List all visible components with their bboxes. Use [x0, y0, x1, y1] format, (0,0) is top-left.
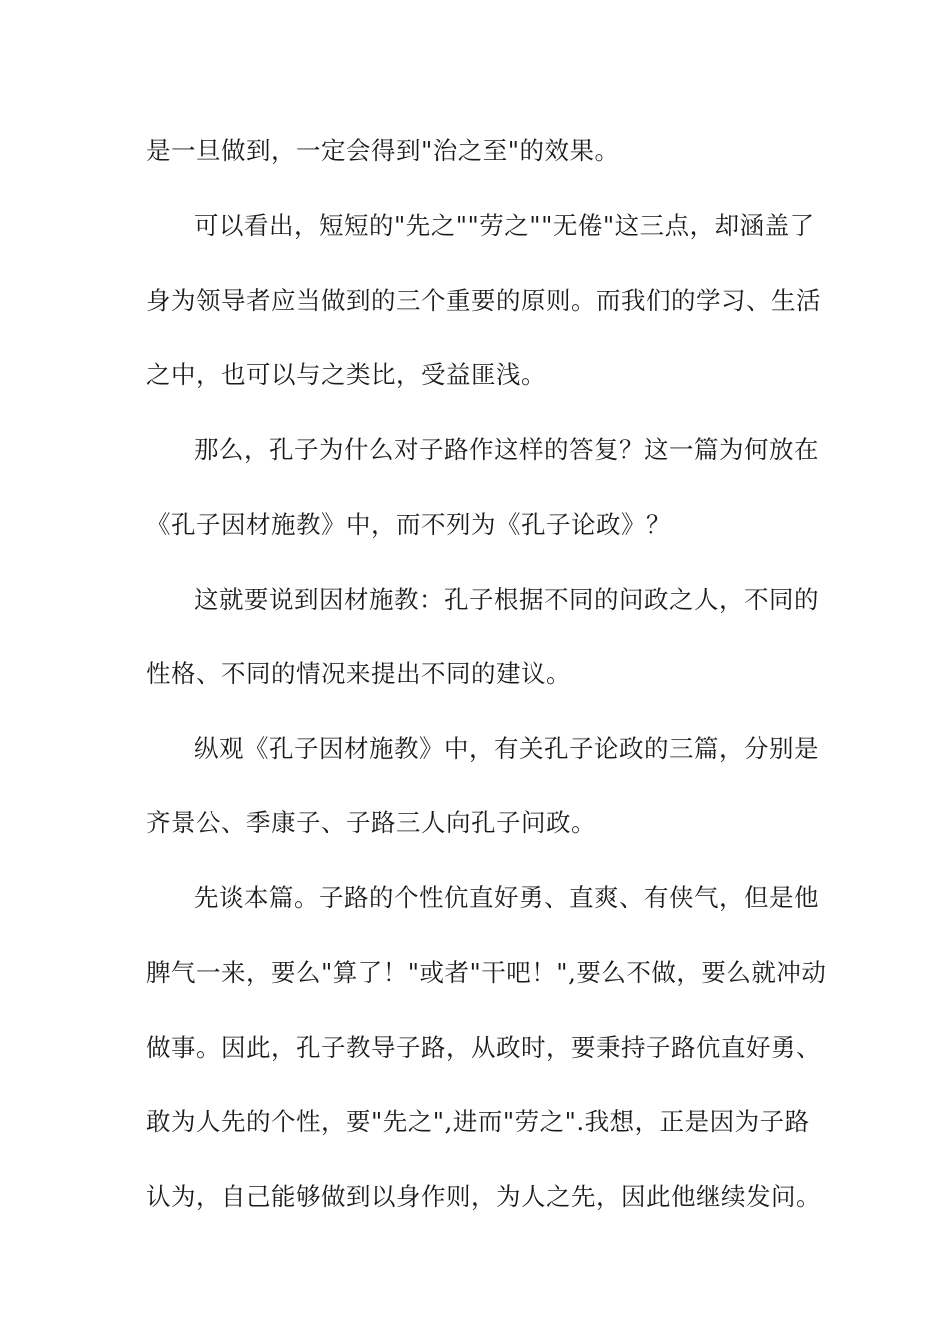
text-line-3: 身为领导者应当做到的三个重要的原则。而我们的学习、生活: [146, 286, 821, 315]
text-line-1: 是一旦做到，一定会得到"治之至"的效果。: [146, 136, 620, 165]
text-line-4: 之中，也可以与之类比，受益匪浅。: [146, 360, 546, 389]
text-line-5: 那么，孔子为什么对子路作这样的答复？这一篇为何放在: [194, 435, 819, 464]
text-line-12: 脾气一来，要么"算了！"或者"干吧！",要么不做，要么就冲动: [146, 958, 827, 987]
text-line-11: 先谈本篇。子路的个性伉直好勇、直爽、有侠气，但是他: [194, 883, 819, 912]
text-line-15: 认为，自己能够做到以身作则，为人之先，因此他继续发问。: [146, 1182, 821, 1211]
text-line-6: 《孔子因材施教》中，而不列为《孔子论政》？: [146, 510, 671, 539]
text-line-14: 敢为人先的个性，要"先之",进而"劳之".我想，正是因为子路: [146, 1107, 810, 1136]
text-line-7: 这就要说到因材施教：孔子根据不同的问政之人，不同的: [194, 585, 819, 614]
text-line-13: 做事。因此，孔子教导子路，从政时，要秉持子路伉直好勇、: [146, 1033, 821, 1062]
text-line-10: 齐景公、季康子、子路三人向孔子问政。: [146, 808, 596, 837]
text-line-2: 可以看出，短短的"先之""劳之""无倦"这三点，却涵盖了: [194, 211, 815, 240]
text-line-8: 性格、不同的情况来提出不同的建议。: [146, 659, 571, 688]
text-line-9: 纵观《孔子因材施教》中，有关孔子论政的三篇，分别是: [194, 734, 819, 763]
